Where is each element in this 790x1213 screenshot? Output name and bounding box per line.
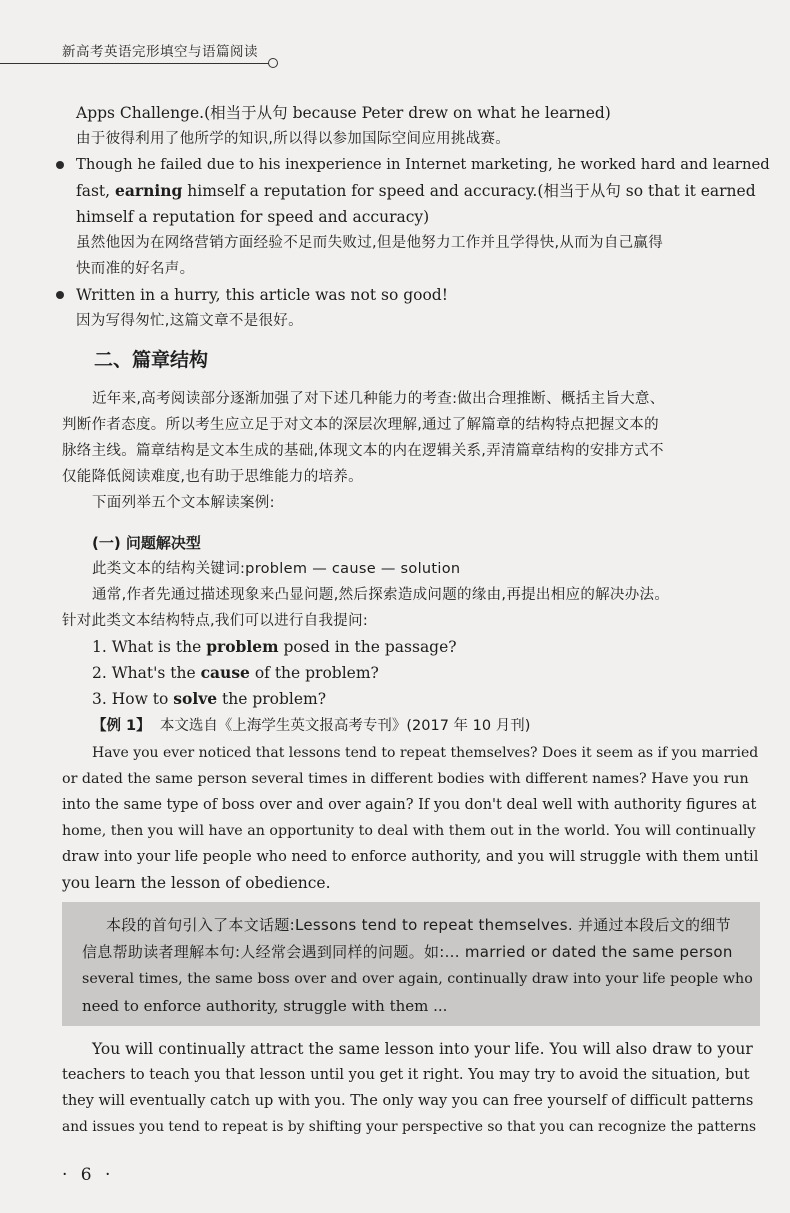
- example-paragraph-line: draw into your life people who need to enforce authority, and you will struggle with them until: [62, 849, 759, 865]
- example-paragraph-line: they will eventually catch up with you. The only way you can free yourself of difficult patterns: [62, 1093, 754, 1109]
- question-item: 2. What's the cause of the problem?: [92, 663, 379, 682]
- example-paragraph-line: and issues you tend to repeat is by shifting your perspective so that you can recognize the patterns: [62, 1119, 757, 1135]
- header-rule-ornament: [268, 58, 278, 68]
- bullet-translation: 虽然他因为在网络营销方面经验不足而失败过,但是他努力工作并且学得快,从而为自己赢得: [76, 235, 664, 251]
- section-paragraph-line: 近年来,高考阅读部分逐渐加强了对下述几种能力的考查:做出合理推断、概括主旨大意、: [92, 391, 665, 407]
- example-paragraph-line: home, then you will have an opportunity to deal with them out in the world. You will continually: [62, 823, 756, 839]
- section-lead: 下面列举五个文本解读案例:: [92, 495, 275, 511]
- bullet-translation: 因为写得匆忙,这篇文章不是很好。: [76, 313, 303, 329]
- bullet-line: Though he failed due to his inexperience in Internet marketing, he worked hard and learned: [76, 156, 770, 173]
- question-item: 1. What is the problem posed in the passage?: [92, 637, 457, 656]
- bullet-icon: [56, 291, 64, 299]
- analysis-line: 本段的首句引入了本文话题:Lessons tend to repeat themselves. 并通过本段后文的细节: [106, 916, 731, 934]
- example-paragraph-line: You will continually attract the same lesson into your life. You will also draw to your: [92, 1040, 753, 1058]
- example-paragraph-line: Have you ever noticed that lessons tend to repeat themselves? Does it seem as if you married: [92, 745, 759, 761]
- bold-keyword: earning: [115, 181, 183, 200]
- header-rule: [0, 63, 270, 64]
- example-label: 【例 1】: [92, 718, 151, 734]
- subsection-desc-line: 通常,作者先通过描述现象来凸显问题,然后探索造成问题的缘由,再提出相应的解决办法。: [92, 587, 670, 603]
- bullet-icon: [56, 161, 64, 169]
- section-heading: 二、篇章结构: [94, 349, 209, 371]
- analysis-line: 信息帮助读者理解本句:人经常会遇到同样的问题。如:... married or dated the same person: [82, 943, 733, 961]
- bullet-line: himself a reputation for speed and accuracy): [76, 208, 430, 226]
- example-heading: [62, 712, 760, 740]
- section-paragraph-line: 脉络主线。篇章结构是文本生成的基础,体现文本的内在逻辑关系,弄清篇章结构的安排方式不: [62, 443, 664, 459]
- subsection-keywords: 此类文本的结构关键词:problem — cause — solution: [92, 561, 461, 577]
- analysis-box: [62, 902, 760, 1026]
- example-paragraph-line: or dated the same person several times in different bodies with different names? Have you run: [62, 771, 749, 787]
- bullet-translation: 快而准的好名声。: [76, 261, 195, 277]
- intro-line: Apps Challenge.(相当于从句 because Peter drew on what he learned): [76, 104, 611, 122]
- example-source: 本文选自《上海学生英文报高考专刊》(2017 年 10 月刊): [159, 718, 531, 734]
- page-number: · 6 ·: [62, 1165, 115, 1185]
- example-paragraph-line: into the same type of boss over and over again? If you don't deal well with authority figures at: [62, 797, 757, 813]
- example-paragraph-line: teachers to teach you that lesson until you get it right. You may try to avoid the situation, but: [62, 1067, 750, 1083]
- intro-translation: 由于彼得利用了他所学的知识,所以得以参加国际空间应用挑战赛。: [76, 131, 511, 147]
- analysis-line: need to enforce authority, struggle with them ...: [82, 997, 448, 1015]
- example-paragraph-line: you learn the lesson of obedience.: [62, 874, 331, 892]
- section-paragraph-line: 判断作者态度。所以考生应立足于对文本的深层次理解,通过了解篇章的结构特点把握文本的: [62, 417, 659, 433]
- subsection-desc-line: 针对此类文本结构特点,我们可以进行自我提问:: [62, 613, 369, 629]
- running-header-title: 新高考英语完形填空与语篇阅读: [62, 44, 258, 60]
- section-paragraph-line: 仅能降低阅读难度,也有助于思维能力的培养。: [62, 469, 363, 485]
- subsection-heading: (一) 问题解决型: [92, 534, 201, 552]
- bullet-item: [62, 282, 760, 334]
- bullet-line: Written in a hurry, this article was not so good!: [76, 286, 448, 304]
- page-content: [62, 100, 770, 1140]
- question-item: 3. How to solve the problem?: [92, 689, 327, 708]
- analysis-line: several times, the same boss over and over again, continually draw into your life people who: [82, 971, 753, 987]
- bullet-line: fast, earning himself a reputation for speed and accuracy.(相当于从句 so that it earned: [76, 181, 756, 200]
- bullet-item: [62, 152, 770, 282]
